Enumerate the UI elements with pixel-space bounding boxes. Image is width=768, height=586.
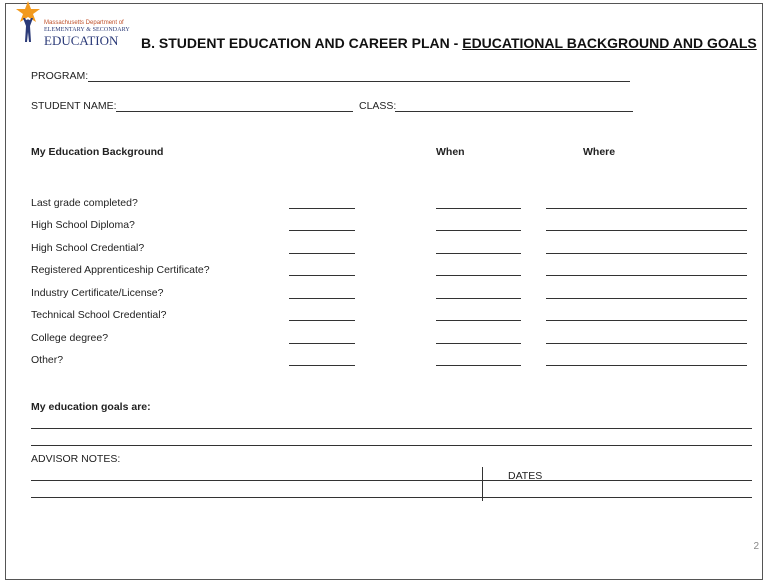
row-answer-field[interactable] <box>289 320 355 321</box>
row-where-field[interactable] <box>546 253 747 254</box>
advisor-notes-line-1[interactable] <box>31 480 752 481</box>
row-answer-field[interactable] <box>289 365 355 366</box>
row-when-field[interactable] <box>436 320 521 321</box>
row-label: Other? <box>31 354 64 366</box>
row-label: College degree? <box>31 332 109 344</box>
where-column-header: Where <box>583 146 616 158</box>
row-answer-field[interactable] <box>289 343 355 344</box>
goals-line-1[interactable] <box>31 428 752 429</box>
dates-divider <box>482 467 483 501</box>
title-underlined: EDUCATIONAL BACKGROUND AND GOALS <box>462 35 757 51</box>
logo <box>14 0 130 50</box>
row-where-field[interactable] <box>546 343 747 344</box>
row-where-field[interactable] <box>546 365 747 366</box>
row-answer-field[interactable] <box>289 230 355 231</box>
row-when-field[interactable] <box>436 208 521 209</box>
star-person-icon <box>14 0 44 50</box>
background-heading: My Education Background <box>31 146 164 158</box>
row-answer-field[interactable] <box>289 298 355 299</box>
row-label: High School Diploma? <box>31 219 135 231</box>
student-name-label: STUDENT NAME: <box>31 100 117 112</box>
row-when-field[interactable] <box>436 343 521 344</box>
logo-line2: ELEMENTARY & SECONDARY <box>44 27 130 33</box>
page-number: 2 <box>753 541 759 552</box>
student-name-field[interactable] <box>116 111 353 112</box>
row-where-field[interactable] <box>546 298 747 299</box>
row-label: Last grade completed? <box>31 197 138 209</box>
title-prefix: B. STUDENT EDUCATION AND CAREER PLAN - <box>141 35 463 51</box>
page-title <box>141 35 757 51</box>
row-answer-field[interactable] <box>289 253 355 254</box>
goals-line-2[interactable] <box>31 445 752 446</box>
goals-heading: My education goals are: <box>31 401 151 413</box>
row-when-field[interactable] <box>436 275 521 276</box>
row-when-field[interactable] <box>436 298 521 299</box>
row-where-field[interactable] <box>546 320 747 321</box>
advisor-notes-line-2[interactable] <box>31 497 752 498</box>
advisor-notes-label: ADVISOR NOTES: <box>31 453 121 465</box>
row-where-field[interactable] <box>546 275 747 276</box>
logo-line1: Massachusetts Department of <box>44 20 124 26</box>
logo-line3: EDUCATION <box>44 33 119 48</box>
row-answer-field[interactable] <box>289 208 355 209</box>
row-label: Technical School Credential? <box>31 309 167 321</box>
row-label: Industry Certificate/License? <box>31 287 164 299</box>
class-label: CLASS: <box>359 100 397 112</box>
row-when-field[interactable] <box>436 253 521 254</box>
row-where-field[interactable] <box>546 208 747 209</box>
row-answer-field[interactable] <box>289 275 355 276</box>
class-field[interactable] <box>395 111 633 112</box>
row-where-field[interactable] <box>546 230 747 231</box>
row-when-field[interactable] <box>436 230 521 231</box>
program-label: PROGRAM: <box>31 70 89 82</box>
program-field[interactable] <box>88 81 630 82</box>
row-when-field[interactable] <box>436 365 521 366</box>
dates-label: DATES <box>508 470 543 482</box>
when-column-header: When <box>436 146 465 158</box>
row-label: Registered Apprenticeship Certificate? <box>31 264 210 276</box>
row-label: High School Credential? <box>31 242 145 254</box>
